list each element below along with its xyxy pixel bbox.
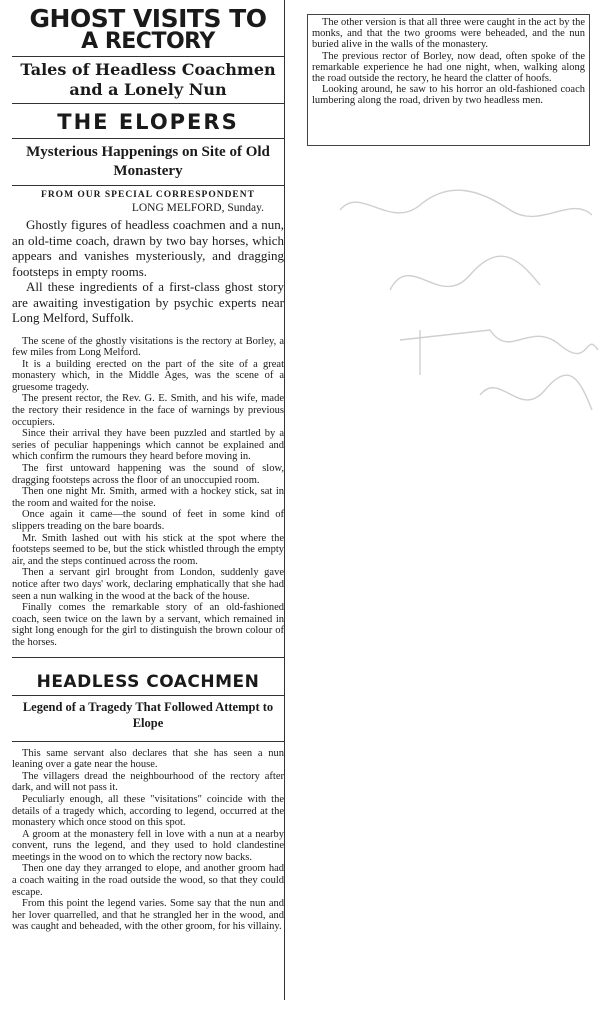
body-paragraph: From this point the legend varies. Some say that the nun and her lover quarrelled, and that he strangled her in the wood, and was caught and beheaded, with the other groom, for his villainy. [12,898,284,933]
body-paragraph: This same servant also declares that she has seen a nun leaning over a gate near the house. [12,747,284,771]
body-paragraph: Then a servant girl brought from London, suddenly gave notice after two days' work, declaring emphatically that she had seen a nun walking in the wood at the back of the house. [12,567,284,602]
body-paragraph: Finally comes the remarkable story of an old-fashioned coach, seen twice on the lawn by a servant, which remained in sight long enough for the girl to distinguish the brown colour of the horses. [12,602,284,648]
continuation-clipping [307,14,590,146]
body-paragraph: Then one night Mr. Smith, armed with a hockey stick, sat in the room and waited for the noise. [12,486,284,509]
divider [12,657,284,658]
headline-line-2: A RECTORY [81,29,215,54]
lead-paragraph: All these ingredients of a first-class ghost story are awaiting investigation by psychic experts near Long Melford, Suffolk. [12,279,284,325]
dateline: LONG MELFORD, Sunday. [131,202,264,214]
divider [12,103,284,104]
body-paragraph: The villagers dread the neighbourhood of the rectory after dark, and will not pass it. [12,770,284,794]
body-paragraph: The first untoward happening was the sound of slow, dragging footsteps across the floor of an unoccupied room. [12,463,284,486]
body-paragraph: Mr. Smith lashed out with his stick at the spot where the footsteps seemed to be, but the stick whistled through the empty air, and the steps continued across the room. [12,532,284,567]
body-paragraph: Since their arrival they have been puzzled and startled by a series of peculiar happenings which cannot be explained and which confirm the rumours they heard before moving in. [12,428,284,463]
continuation-paragraph: The previous rector of Borley, now dead, often spoke of the remarkable experience he had one night, when, walking along the road outside the rectory, he heard the clatter of hoofs. [312,50,585,85]
body-paragraph: Then one day they arranged to elope, and another groom had a coach waiting in the road outside the wood, so that they could escape. [12,863,284,898]
subhead-headless-coachmen: HEADLESS COACHMEN [36,671,260,692]
body-paragraph: The present rector, the Rev. G. E. Smith, and his wife, made the rectory their residence in the face of warnings by previous occupiers. [12,393,284,428]
body-paragraph: Peculiarly enough, all these "visitations" coincide with the details of a tragedy which, according to legend, occurred at the monastery which once stood on this spot. [12,793,284,829]
body-paragraph: The scene of the ghostly visitations is the rectory at Borley, a few miles from Long Melford. [12,335,284,359]
continuation-paragraph: The other version is that all three were caught in the act by the monks, and that the two grooms were beheaded, and the nun buried alive in the walls of the monastery. [312,17,585,51]
body-paragraph: It is a building erected on the part of the site of a great monastery which, in the Middle Ages, was the scene of a gruesome tragedy. [12,358,284,393]
headline-line-1: GHOST VISITS TO [29,4,267,33]
body-paragraphs [12,336,284,649]
body-paragraph: Once again it came—the sound of feet in some kind of slippers treading on the bare boards. [12,509,284,532]
lead-paragraphs [12,217,284,326]
continuation-paragraph: Looking around, he saw to his horror an old-fashioned coach lumbering along the road, driven by two headless men. [312,84,585,107]
divider [12,741,284,742]
deck-tales: Tales of Headless Coachmen and a Lonely Nun [20,60,276,99]
divider [12,185,284,186]
byline: FROM OUR SPECIAL CORRESPONDENT [41,190,255,200]
faint-handwritten-annotation [330,180,600,470]
main-article-column [12,0,285,1000]
body-paragraph: A groom at the monastery fell in love with a nun at a nearby convent, runs the legend, and they used to hold clandestine meetings in the wood on to which the rectory now backs. [12,828,284,863]
deck-elopers: THE ELOPERS [57,110,239,134]
deck-mysterious: Mysterious Happenings on Site of Old Monastery [26,144,270,179]
subdeck-legend: Legend of a Tragedy That Followed Attempt to Elope [22,699,274,730]
lead-paragraph: Ghostly figures of headless coachmen and a nun, an old-time coach, drawn by two bay horses, which appears and vanishes mysteriously, and dragging footsteps in empty rooms. [12,217,284,279]
divider [12,138,284,139]
divider [12,695,284,696]
body2-paragraphs [12,748,284,934]
divider [12,56,284,57]
